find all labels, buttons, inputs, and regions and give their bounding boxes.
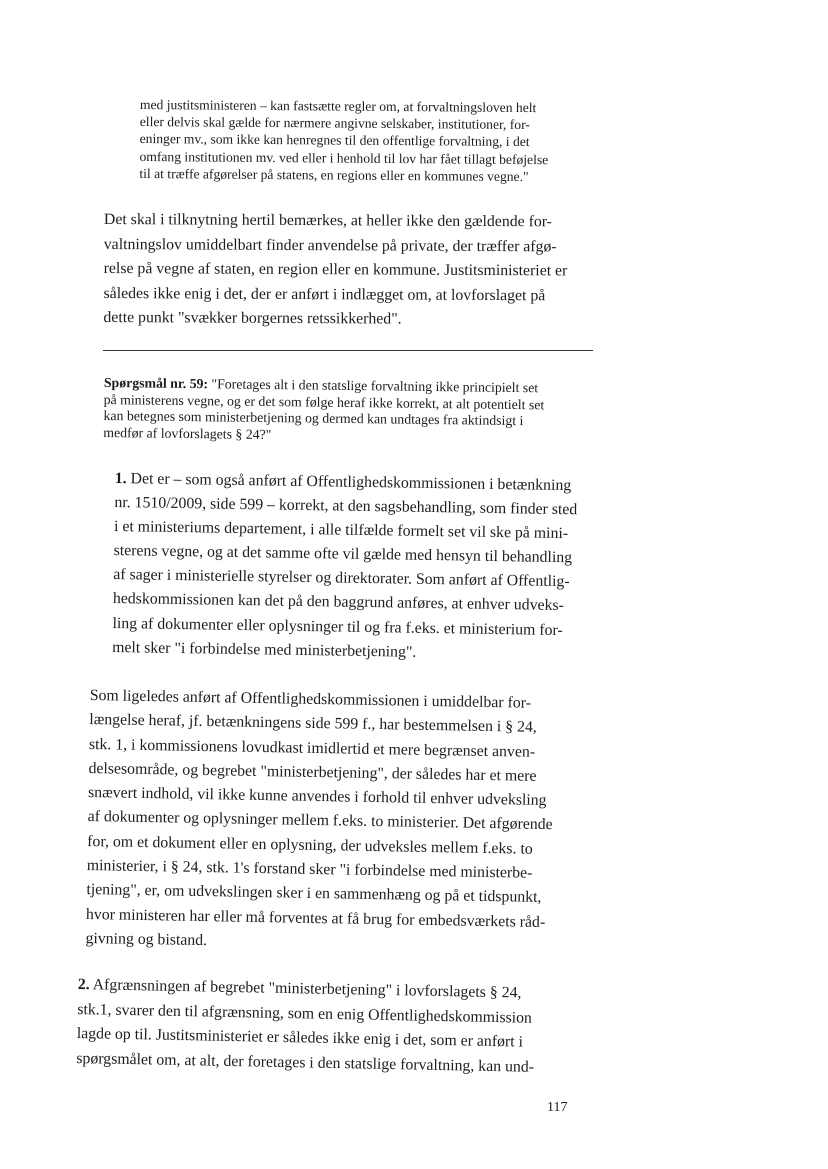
answer-paragraph: [76, 973, 536, 1080]
text-line: for, om et dokument eller en oplysning, der udveksles mellem f.eks. to: [87, 832, 533, 858]
text-line: melt sker "i forbindelse med ministerbetjening".: [112, 638, 417, 661]
text-line: nr. 1510/2009, side 599 – korrekt, at den sagsbehandling, som finder sted: [114, 494, 578, 519]
text-line: medfør af lovforslagets § 24?": [103, 424, 272, 442]
text-line: omfang institutionen mv. ved eller i henhold til lov har fået tillagt beføjelse: [139, 148, 549, 167]
text-line: hvor ministeren har eller må forventes at få brug for embedsværkets råd-: [85, 905, 546, 931]
text-line: valtningslov umiddelbart finder anvendelse på private, der træffer afgø-: [103, 235, 557, 255]
text-line: delsesområde, og begrebet "ministerbetjening", der således har et mere: [88, 759, 537, 785]
text-line: således ikke enig i det, der er anført i indlægget om, at lovforslaget på: [103, 284, 546, 304]
text-line: længelse heraf, jf. betænkningens side 599 f., har bestemmelsen i § 24,: [89, 711, 537, 737]
quoted-passage: [139, 96, 548, 185]
question-text: "Foretages alt i den statslige forvaltning ikke principielt set: [207, 376, 539, 396]
text-line: til at træffe afgørelser på statens, en regions eller en kommunes vegne.": [139, 165, 529, 184]
text-line: eninger mv., som ikke kan henregnes til den offentlige forvaltning, i det: [139, 131, 530, 150]
text-line: med justitsministeren – kan fastsætte regler om, at forvaltningsloven helt: [139, 96, 537, 116]
text-line: af sager i ministerielle styrelser og direktorater. Som anført af Offentlig-: [113, 566, 570, 591]
page-number: 117: [547, 1100, 568, 1115]
text-line: ministerier, i § 24, stk. 1's forstand sker "i forbindelse med ministerbe-: [86, 857, 533, 882]
text-line: eller delvis skal gælde for nærmere angivne selskaber, institutioner, for-: [139, 114, 530, 133]
text-line: tjening", er, om udvekslingen sker i en sammenhæng og på et tidspunkt,: [86, 881, 542, 907]
text-line: spørgsmålet om, at alt, der foretages i den statslige forvaltning, kan und-: [76, 1049, 535, 1076]
section-divider: [103, 350, 593, 351]
text-line: givning og bistand.: [85, 929, 208, 950]
paragraph: [85, 684, 555, 959]
answer-text: Afgrænsningen af begrebet "ministerbetjening" i lovforslagets § 24,: [89, 976, 522, 1002]
answer-number: 2.: [77, 975, 90, 994]
answer-number: 1.: [114, 469, 127, 488]
text-line: Som ligeledes anført af Offentlighedskommissionen i umiddelbar for-: [89, 686, 532, 712]
text-line: relse på vegne af staten, en region eller en kommune. Justitsministeriet er: [103, 259, 568, 280]
text-line: hedskommissionen kan det på den baggrund anføres, at enhver udveks-: [112, 590, 564, 615]
text-line: snævert indhold, vil ikke kunne anvendes i forhold til enhver udveksling: [87, 784, 547, 810]
text-line: stk.1, svarer den til afgrænsning, som en enig Offentlighedskommission: [77, 1000, 533, 1027]
question-block: [103, 375, 544, 447]
text-line: af dokumenter og oplysninger mellem f.eks. to ministerier. Det afgørende: [87, 808, 553, 834]
text-line: lagde op til. Justitsministeriet er således ikke enig i det, som er anført i: [76, 1024, 524, 1051]
text-line: på ministerens vegne, og er det som følge heraf ikke korrekt, at alt potentielt set: [103, 391, 545, 412]
text-line: stk. 1, i kommissionens lovudkast imidlertid et mere begrænset anven-: [88, 735, 536, 761]
answer-text: Det er – som også anført af Offentlighedskommissionen i betænkning: [126, 470, 572, 495]
text-line: i et ministeriums departement, i alle tilfælde formelt set vil ske på mini-: [113, 518, 569, 543]
paragraph: [103, 208, 567, 333]
question-label: Spørgsmål nr. 59:: [103, 375, 209, 392]
text-line: sterens vegne, og at det samme ofte vil gælde med hensyn til behandling: [113, 542, 573, 567]
answer-paragraph: [112, 467, 578, 667]
text-line: dette punkt "svækker borgernes retssikkerhed".: [103, 308, 402, 328]
text-line: Det skal i tilknytning hertil bemærkes, at heller ikke den gældende for-: [103, 210, 553, 231]
text-line: ling af dokumenter eller oplysninger til og fra f.eks. et ministerium for-: [112, 614, 563, 639]
text-line: kan betegnes som ministerbetjening og dermed kan undtages fra aktindsigt i: [103, 408, 524, 429]
